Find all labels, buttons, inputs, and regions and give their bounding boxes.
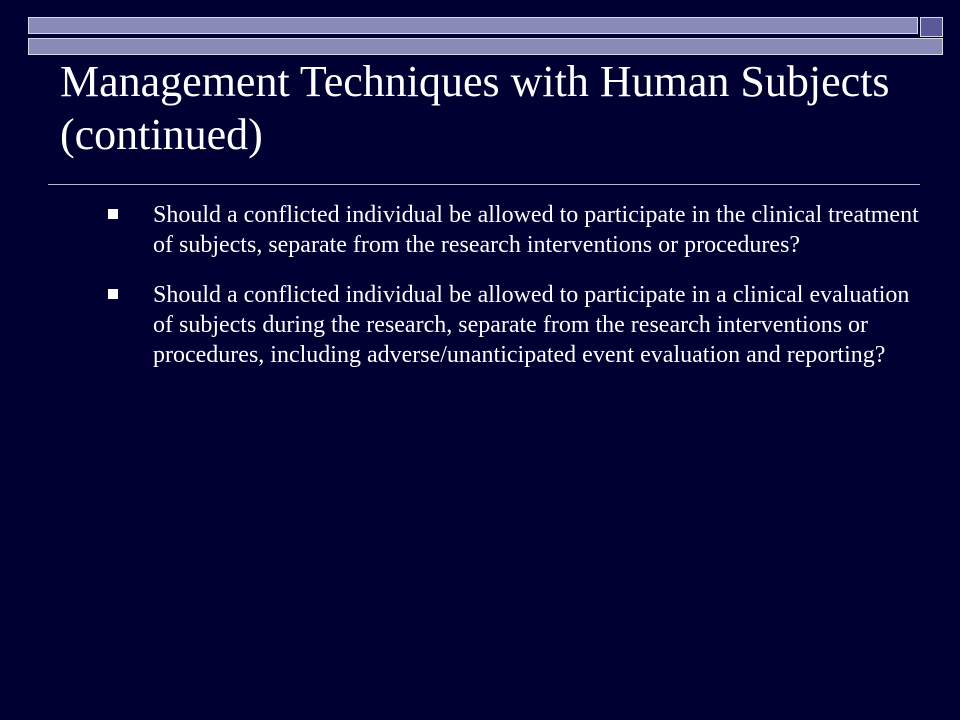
bullet-item	[0, 280, 960, 370]
slide-title: Management Techniques with Human Subjects (continued)	[60, 57, 890, 159]
decorative-bar-bottom	[28, 38, 943, 55]
bullet-text: Should a conflicted individual be allowed to participate in a clinical evaluation of subjects during the research, separate from the research interventions or procedures, including adverse/unanticipated event evaluation and reporting?	[153, 282, 910, 368]
square-bullet-icon	[108, 209, 118, 219]
square-bullet-icon	[108, 289, 118, 299]
bullet-text: Should a conflicted individual be allowed to participate in the clinical treatment of subjects, separate from the research interventions or procedures?	[153, 202, 919, 258]
decorative-bar-top	[28, 17, 918, 34]
bullet-list	[0, 200, 960, 390]
bullet-item	[0, 200, 960, 260]
decorative-square	[920, 17, 943, 37]
title-divider	[48, 184, 920, 185]
